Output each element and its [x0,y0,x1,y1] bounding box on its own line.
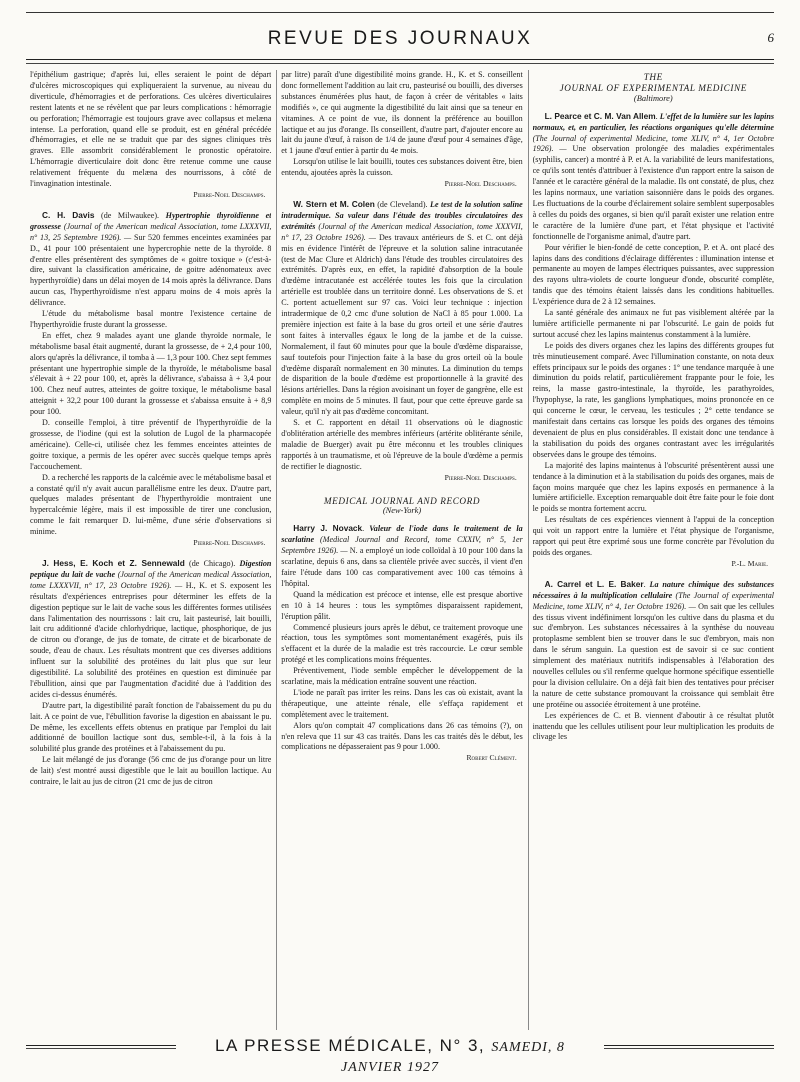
entry-author: L. Pearce et C. M. Van Allem [544,110,656,121]
entry-heading: L. Pearce et C. M. Van Allem. L'effet de la lumière sur les lapins normaux, et, en particulier, les réactions organiques qu'elle détermine (The Journal of experimental Medicine, tome XLIV, n° 4, 1er Octobre 1926). — Une observation prolongée des maladies expérimentales (syphilis, cancer) a montré à P. et A. la variabilité de leurs manifestations, ce qu'ils sont tentés d'attribuer à l'existence d'un rapport entre la saison de l'année et le caractère général de la maladie. Ils ont constaté, de plus, chez les lapins normaux, une variation saisonnière dans le poids des organes. Les fluctuations de la courbe d'éclairement solaire semblent superposables à celles du poids des organes, si bien qu'il paraît exister une relation entre le caractère de la lumière d'une part, et l'état physique et l'activité fonctionnelle de l'organisme animal, d'autre part. [532,110,775,241]
review-entry [281,523,522,764]
section-heading-line2: JOURNAL OF EXPERIMENTAL MEDICINE [559,82,747,93]
column-divider [523,70,533,1030]
footer-rule-right-thin [604,1048,774,1049]
entry-title: Le test de la solution saline intradermique. Sa valeur dans l'étude des troubles circulatoires des extrémités [281,199,523,231]
entry-heading [30,210,271,309]
entry-text: Une observation prolongée des maladies expérimentales (syphilis, cancer) a montré à P. et A. la variabilité de leurs manifestations, ce qu'ils sont tentés d'attribuer à l'existence d'un rapport entre la saison de l'année et le caractère général de la maladie. Ils ont constaté, de plus, chez les lapins normaux, une variation saisonnière dans le poids des organes. Les fluctuations de la courbe d'éclairement solaire semblent superposables à celles du poids des organes, si bien qu'il paraît exister une relation entre le caractère de la lumière d'une part, et l'état physique et l'activité fonctionnelle de l'organisme animal, d'autre part. [532,144,775,241]
entry-location: (de Milwaukee). [94,210,166,220]
footer-date: SAMEDI, 8 JANVIER 1927 [341,1040,565,1075]
column-divider [271,70,281,1030]
entry-source: (The Journal of experimental Medicine, tome XLIV, n° 4, 1er Octobre 1926). — [532,133,775,154]
paragraph: Pour vérifier le bien-fondé de cette conception, P. et A. ont placé des lapins dans des conditions d'éclairage différentes : illumination intense et permanente au moyen de lampes électriques puissantes, avec suppression des rayons ultra-violets de courte longueur d'onde, obscurité complète, tandis que des témoins étaient laissés dans les conditions habituelles. L'expérience dura de 2 à 12 semaines. [532,242,775,307]
footer-journal: LA PRESSE MÉDICALE, [215,1036,434,1055]
footer-rule-right [604,1045,774,1046]
entry-location: (de Chicago). [184,558,240,568]
entry-source: (Medical Journal and Record, tome CXXIV, n° 5, 1er Septembre 1926). — [281,535,523,556]
entry-title: Digestion peptique du lait de vache [30,558,272,579]
paragraph: L'étude du métabolisme basal montre l'existence certaine de l'hyperthyroïdie fruste durant la grossesse. [30,309,272,329]
entry-title: La nature chimique des substances nécessaires à la multiplication cellulaire [532,579,775,600]
section-subheading: (Baltimore) [633,93,673,103]
review-entry [533,579,774,744]
entry-text: Sur 520 femmes enceintes examinées par D., 41 pour 100 présentaient une hypercrophie nette de la thyroïde. 8 d'entre elles présentèrent des symptômes de « goitre toxique » (c'est-à-dire, suivant la classification américaine, de goitre adénomateux avec hyperthyroïdie) dans un délai moyen de 14 mois après la délivrance. Dans aucun cas, l'hyperthyroïdisme n'est apparu moins de 4 mois après la délivrance. [30,232,272,308]
signature: P.-L. Marie. [731,558,769,568]
section-heading-line1: THE [643,72,663,82]
entry-author: A. Carrel et L. E. Baker [544,578,644,589]
paragraph: Le lait mélangé de jus d'orange (56 cmc de jus d'orange pour un litre de lait) s'est montré aussi digestible que le lait au bouillon lactique. Au contraire, le lait au jus de citron (21 cmc de jus de citron [30,755,272,787]
entry-location: (de Cleveland). [374,199,430,209]
paragraph: L'iode ne paraît pas irriter les reins. Dans les cas où existait, avant la thérapeutique, une atteinte rénale, elle s'effaça rapidement et complètement avec le traitement. [281,687,523,719]
paragraph: Alors qu'on comptait 47 complications dans 26 cas témoins (?), on n'en releva que 11 sur 43 cas traités. Dans les cas traités dès le début, les complications ne dépasseraient pas 9 pour 1.000. [281,720,523,752]
page-title: REVUE DES JOURNAUX [267,28,533,49]
entry-source: (Journal of the American medical Association, tome LXXXVII, n° 13, 25 Septembre 1926). — [30,221,272,242]
column-right [533,70,774,1030]
entry-title: L'effet de la lumière sur les lapins normaux, et, en particulier, les réactions organiques qu'elle détermine [532,111,775,132]
entry-source: (Journal of the American medical Association, tome XXXVII, n° 17, 23 Octobre 1926). — [281,221,523,242]
signature: Pierre-Noel Deschamps. [444,472,517,482]
paragraph: D. conseille l'emploi, à titre préventif de l'hyperthyroïdie de la grossesse, de l'iodine (qui est la solution de Lugol de la pharmacopée américaine). Celle-ci, utilisée chez les femmes enceintes atteintes de goitre toxique, a permis de les opérer avec succès quelque temps après l'accouchement. [30,418,272,471]
entry-heading: A. Carrel et L. E. Baker. La nature chimique des substances nécessaires à la multiplication cellulaire (The Journal of experimental Medicine, tome XLIV, n° 4, 1er Octobre 1926). — On sait que les cellules des tissus vivent indéfiniment lorsqu'on les cultive dans du plasma et du suc d'embryon. Les substances nécessaires à la synthèse du nouveau protoplasme semblent bien se trouver dans le suc d'embryon, mais non dans le sérum sanguin. La question est de savoir si ce suc contient simplement des matériaux nutritifs indispensables à l'élaboration des nouvelles cellules ou s'il renferme quelque hormone spécifique essentielle pour la division cellulaire. On a déjà fait bien des tentatives pour préciser la nature de cette substance promouvant la croissance qui semblait être une protéine ou associée étroitement à une protéine. [532,578,775,709]
entry-author: Harry J. Novack [293,523,363,534]
review-entry [30,558,271,788]
paragraph: D. a recherché les rapports de la calcémie avec le métabolisme basal et a constaté qu'il n'y avait aucun parallélisme entre les deux. D'autre part, quelques malades présentant de l'hyperthyroïdie montraient une hypercalcémie légère, mais il est impossible de tirer une conclusion, comme le fait remarquer D. lui-même, d'une série d'observations si minime. [30,472,272,537]
paragraph: Quand la médication est précoce et intense, elle est presque abortive en 10 à 14 heures : tous les symptômes disparaissent rapidement, l'éruption pâlit. [281,589,523,621]
page-number: 6 [767,30,774,45]
footer-rule-left [26,1045,176,1046]
entry-text: H., K. et S. exposent les résultats d'expériences entreprises pour déterminer les effets de la digestion peptique sur le lait de vache sous les différentes formes utilisées dans l'alimentation des nourrissons : lait cru, lait pasteurisé, lait bouilli, lait cru additionné d'acide chlorhydrique, lactique, phosphorique, de jus de citron ou d'orange, de jus de tomate, de citrate et de bicarbonate de soude, d'eau de chaux. Les résultats montrent que ces diverses additions influent sur la solubilité des protéines du lait plus que sur leur digestibilité. La solubilité des protéines en question est diminuée par l'ébullition, ainsi que par l'augmentation d'acidité due à l'addition des acides ci-dessus énumérés. [30,580,272,699]
entry-text: On sait que les cellules des tissus vivent indéfiniment lorsqu'on les cultive dans du plasma et du suc d'embryon. Les substances nécessaires à la synthèse du nouveau protoplasme semblent bien se trouver dans le suc d'embryon, mais non dans le sérum sanguin. La question est de savoir si ce suc contient simplement des matériaux nutritifs indispensables à l'élaboration des nouvelles cellules ou s'il renferme quelque hormone spécifique essentielle pour la division cellulaire. On a déjà fait bien des tentatives pour préciser la nature de cette substance promouvant la croissance qui semblait être une protéine ou associée étroitement à une protéine. [532,601,775,709]
entry-title: Valeur de l'iode dans le traitement de la scarlatine [281,524,523,545]
column-middle [281,70,522,1030]
header-bottom-rule-thin [26,63,774,64]
page-footer [26,1036,774,1075]
signature: Robert Clément. [466,753,517,763]
paragraph: D'autre part, la digestibilité paraît fonction de l'abaissement du pu du lait. A ce point de vue, l'ébullition favorise la digestion en abaissant le pu. De même, les excellents effets obtenus en pratique par l'emploi du lait additionné de bouillon lactique sont dus, semble-t-il, à la fois à la solubilité plus grande des protéines et à l'abaissement du pu. [30,700,272,754]
paragraph: Les résultats de ces expériences viennent à l'appui de la conception qui voit un rapport entre la lumière et l'état physique de l'organisme, rapport qui peut être exprimé sous une forme concrète par l'évolution du poids des organes. [532,515,775,557]
entry-text: Des travaux antérieurs de S. et C. ont déjà mis en évidence l'intérêt de l'épreuve et la solution saline intracutanée (test de Mac Clure et Aldrich) dans l'étude des troubles circulatoires des extrémités. D'après eux, en effet, la rapidité d'absorption de la boule d'œdème intracutanée est accélérée toutes les fois que la circulation artérielle est troublée dans un territoire donné. Les observations de S. et C. portent actuellement sur 97 cas. Voici leur technique : injection intradermique de 0,2 cmc d'une solution de NaCl à 85 pour 1.000. La première injection est faite à la base du gros orteil et une série d'autres sont faites à intervalles égaux le long de la jambe et de la cuisse. Normalement, il faut 60 minutes pour que la boule d'œdème disparaisse, sauf toutefois pour l'injection faite à la base du gros orteil où la boule d'œdème disparaît normalement en 30 minutes. La diminution du temps de disparition de la boule d'œdème est proportionnelle à la gravité des lésions artérielles. Dans la région avoisinant un foyer de gangrène, elle est complète en moins de 5 minutes. Il faut, pour que cette épreuve garde sa valeur, qu'il n'y ait pas d'œdème concomitant. [281,232,523,417]
entry-author: C. H. Davis [42,209,95,220]
review-entry [533,111,774,570]
page-header [26,12,774,66]
section-subheading: (New-York) [382,506,422,516]
footer-masthead [186,1036,594,1076]
header-top-rule [26,12,774,13]
entry-author: W. Stern et M. Colen [293,198,375,209]
paragraph: Préventivement, l'iode semble empêcher le développement de la scarlatine, mais la médication entraîne souvent une réaction. [281,666,523,687]
entry-heading [30,558,271,701]
paragraph: Commencé plusieurs jours après le début, ce traitement provoque une réaction, tous les symptômes sont momentanément exagérés, puis ils s'effacent et la durée de la maladie est très raccourcie. Le cœur semble protégé et les complications moins fréquentes. [281,622,523,665]
entry-source: (Journal of the American medical Association, tome LXXXVII, n° 17, 23 Octobre 1926). — [30,569,272,590]
section-heading: MEDICAL JOURNAL AND RECORD [323,495,481,506]
paragraph: La majorité des lapins maintenus à l'obscurité présentèrent aussi une tendance à la diminution et à la stabilisation du poids des organes, mais de façon moins marquée que chez les lapins exposés en permanence à la lumière artificielle. Exception remarquable doit être faite pour le foie dont le poids se montra fortement accru. [532,460,775,514]
entry-heading [281,199,522,418]
paragraph: Les expériences de C. et B. viennent d'aboutir à ce résultat plutôt inattendu que les cellules utilisent pour leur multiplication les produits de clivage les [532,710,775,742]
entry-heading: Harry J. Novack. Valeur de l'iode dans le traitement de la scarlatine (Medical Journal and Record, tome CXXIV, n° 5, 1er Septembre 1926). — N. a employé un iode colloïdal à 10 pour 100 dans la scarlatine, depuis 6 ans, dans sa clientèle privée avec succès, il vient d'en faire l'étude dans 100 cas comparativement avec 100 cas témoins à l'hôpital. [281,523,523,588]
review-entry [30,210,271,549]
article-columns [30,70,774,1030]
paragraph: S. et C. rapportent en détail 11 observations où le diagnostic d'oblitération artérielle des membres inférieurs (artérite oblitérante sénile, maladie de Buerger) avait pu être méconnu et les troubles cliniques rapportés à un traumatisme, et où l'épreuve de la boule d'œdème a permis de rectifier le diagnostic. [281,418,523,471]
signature: Pierre-Noel Deschamps. [193,538,266,548]
paragraph: par litre) paraît d'une digestibilité moins grande. H., K. et S. conseillent donc formellement l'addition au lait cru, pasteurisé ou bouilli, des diverses substances énumérées plus haut, de façon à créer de véritables « laits modifiés », ce qui augmente la digestibilité du lait ainsi que sa teneur en vitamines. A ce point de vue, ils donnent la préférence au bouillon lactique et au jus d'orange. Ils conseillent, d'autre part, d'ajouter encore au lait du jaune d'œuf, à raison de 1/4 de jaune d'œuf pour 4 semaines d'âge, et 1 jaune d'œuf entier à partir du 4e mois. [281,70,523,156]
entry-author: J. Hess, E. Koch et Z. Sennewald [42,557,185,568]
footer-rule-left-thin [26,1048,176,1049]
paragraph: Le poids des divers organes chez les lapins des différents groupes fut très minutieusement comparé. Avec l'illumination constante, on nota deux effets principaux sur le poids des organes : 1° une tendance marquée à une diminution du poids relatif, particulièrement frappante pour le foie, les reins, la masse gastro-intestinale, la thyroïde, les parathyroïdes, l'hypophyse, la rate, les ganglions lymphatiques, moins prononcée en ce qui concerne le cœur, le cerveau, les testicules ; 2° cette tendance se manifestait dans certains cas lorsque les poids des organes des témoins devenaient de plus en plus considérables. Il existait donc une tendance à la stabilisation du poids des organes contrastant avec les irrégularités observées dans le groupe des témoins. [532,340,775,459]
paragraph: l'épithélium gastrique; d'après lui, elles seraient le point de départ d'ulcères microscopiques qui expliqueraient la survenue, au niveau du diverticule, d'hémorragies et de perforations. Ces ulcères diverticulaires restent latents et ne se révèlent que par leurs complications : hémorragie ou perforation; l'hémorragie est toujours grave avec collapsus et melæna intense. La perforation, quand elle se produit, est en général précédée d'hémorragies, et elle ne se traduit que par des signes cliniques très graves. Elle assombrit considérablement le pronostic opératoire. L'hémorragie diverticulaire doit donc être retenue comme une cause relativement fréquente du melæna des nourrissons, à côté de l'invagination intestinale. [30,70,272,189]
header-bottom-rule [26,59,774,60]
review-entry [281,199,522,484]
entry-title: Hypertrophie thyroïdienne et grossesse [30,210,272,231]
column-left [30,70,271,1030]
paragraph: Lorsqu'on utilise le lait bouilli, toutes ces substances doivent être, bien entendu, ajoutées après la cuisson. [281,157,523,178]
paragraph: En effet, chez 9 malades ayant une glande thyroïde normale, le métabolisme basal était augmenté, durant la grossesse, de + 2,4 pour 100, alors qu'après la délivrance, il tomba à — 1,3 pour 100. Chez sept femmes présentant une hypertrophie simple de la thyroïde, le métabolisme basal s'élevait à + 22 pour 100, et, après la délivrance, s'abaissa à + 3,4 pour 100. Chez neuf autres, atteintes de goitre toxique, le métabolisme basal atteignit + 32,2 pour 100 durant la grossesse et s'abaissa ensuite à + 8,9 pour 100. [30,330,272,417]
signature: Pierre-Noel Deschamps. [444,179,517,189]
signature: Pierre-Noel Deschamps. [193,189,266,199]
paragraph: La santé générale des animaux ne fut pas visiblement altérée par la lumière artificielle permanente ni par l'obscurité. Le gain de poids fut surtout accusé chez les lapins maintenus constamment à la lumière. [532,308,775,339]
footer-issue: N° 3, [433,1036,492,1055]
entry-source: (The Journal of experimental Medicine, tome XLIV, n° 4, 1er Octobre 1926). — [532,590,775,611]
entry-text: N. a employé un iode colloïdal à 10 pour 100 dans la scarlatine, depuis 6 ans, dans sa clientèle privée avec succès, il vient d'en faire l'étude dans 100 cas comparativement avec 100 cas témoins à l'hôpital. [281,546,523,588]
